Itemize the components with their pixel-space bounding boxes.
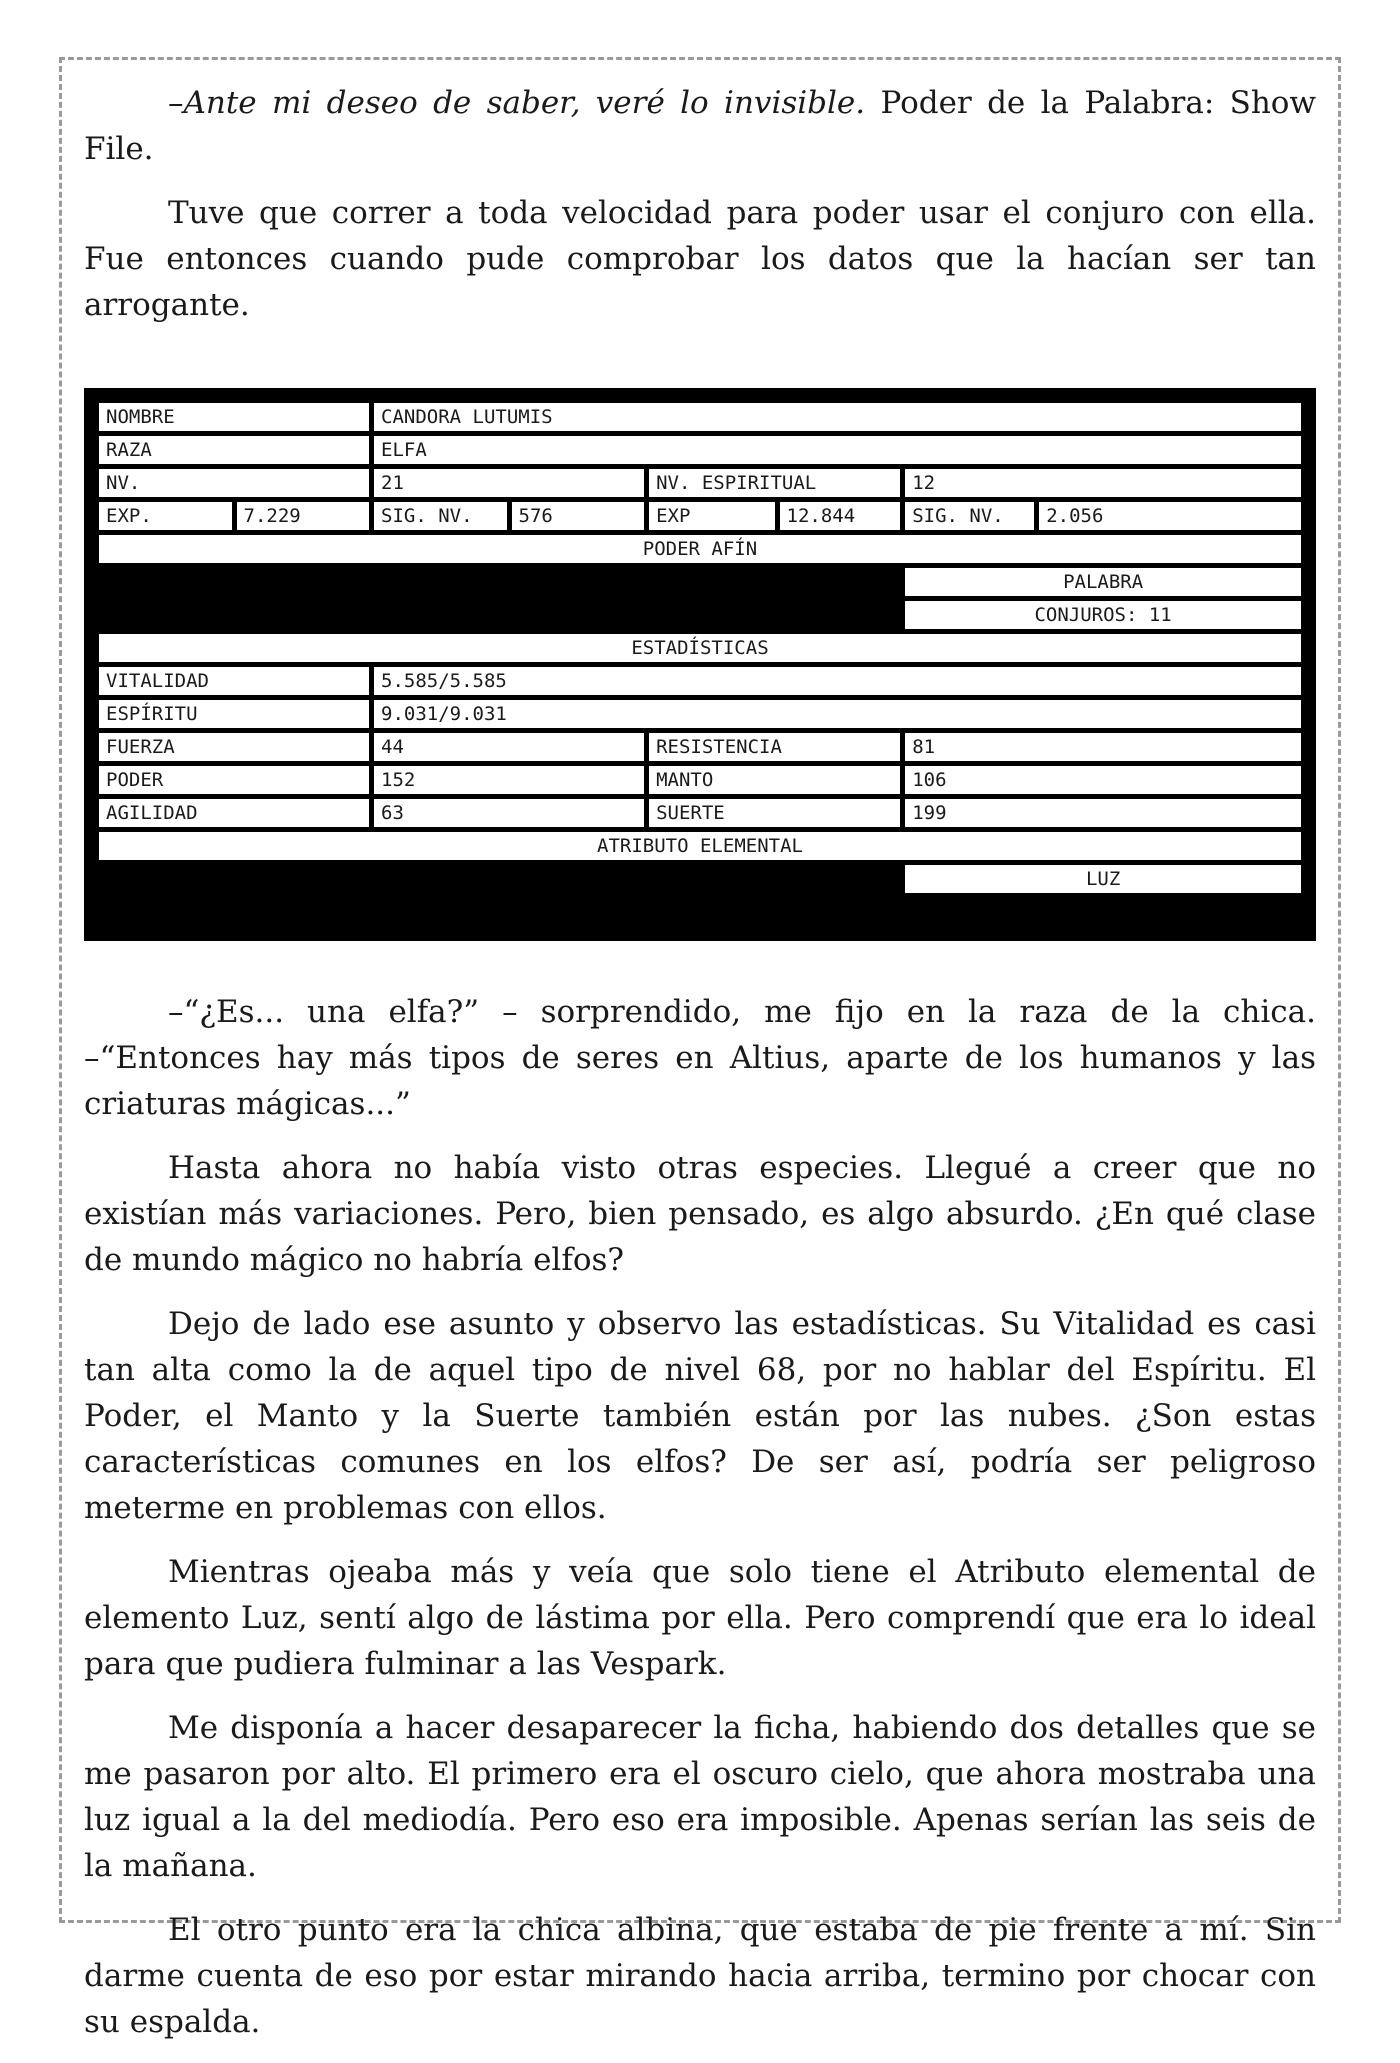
- row-poder: [98, 765, 1302, 795]
- row-poder-2: [98, 600, 1302, 630]
- agilidad-value: 63: [373, 798, 645, 828]
- conjuros-value: CONJUROS: 11: [904, 600, 1302, 630]
- atributo-elemental-header: ATRIBUTO ELEMENTAL: [98, 831, 1302, 861]
- redacted-cell: [98, 600, 508, 630]
- row-raza: [98, 435, 1302, 465]
- fuerza-value: 44: [373, 732, 645, 762]
- row-atributo: [98, 831, 1302, 861]
- redacted-cell: [511, 567, 902, 597]
- redacted-cell: [98, 567, 508, 597]
- resistencia-value: 81: [904, 732, 1302, 762]
- paragraph-4: Hasta ahora no había visto otras especies. Llegué a creer que no existían más variaciones. Pero, bien pensado, es algo absurdo. ¿En qué clase de mundo mágico no habría elfos?: [84, 1150, 1316, 1278]
- raza-label: RAZA: [98, 435, 370, 465]
- palabra-value: PALABRA: [904, 567, 1302, 597]
- row-atributo-2: [98, 897, 1302, 927]
- sig-nv-espiritual-label: SIG. NV.: [904, 501, 1035, 531]
- nv-label: NV.: [98, 468, 370, 498]
- exp-espiritual-value: 12.844: [779, 501, 902, 531]
- row-nombre: [98, 402, 1302, 432]
- agilidad-label: AGILIDAD: [98, 798, 370, 828]
- sig-nv-value: 576: [511, 501, 646, 531]
- paragraph-6: Mientras ojeaba más y veía que solo tiene el Atributo elemental de elemento Luz, sentí algo de lástima por ella. Pero comprendí que era lo ideal para que pudiera fulminar a las Vespark.: [84, 1554, 1316, 1682]
- row-poder-1: [98, 567, 1302, 597]
- redacted-cell: [511, 600, 902, 630]
- raza-value: ELFA: [373, 435, 1302, 465]
- nombre-value: CANDORA LUTUMIS: [373, 402, 1302, 432]
- paragraph-5: Dejo de lado ese asunto y observo las estadísticas. Su Vitalidad es casi tan alta como la de aquel tipo de nivel 68, por no hablar del Espíritu. El Poder, el Manto y la Suerte también están por las nubes. ¿Son estas características comunes en los elfos? De ser así, podría ser peligroso meterme en problemas con ellos.: [84, 1306, 1316, 1526]
- espiritu-value: 9.031/9.031: [373, 699, 1302, 729]
- paragraph-8: El otro punto era la chica albina, que estaba de pie frente a mí. Sin darme cuenta de eso por estar mirando hacia arriba, termino por chocar con su espalda.: [84, 1912, 1316, 2040]
- exp-value: 7.229: [236, 501, 371, 531]
- nv-espiritual-label: NV. ESPIRITUAL: [648, 468, 901, 498]
- redacted-cell: [904, 897, 1302, 927]
- redacted-cell: [98, 897, 508, 927]
- sig-nv-espiritual-value: 2.056: [1038, 501, 1302, 531]
- row-poder-afin: [98, 534, 1302, 564]
- character-sheet: [84, 388, 1316, 941]
- paragraph-2: Tuve que correr a toda velocidad para poder usar el conjuro con ella. Fue entonces cuando pude comprobar los datos que la hacían ser tan arrogante.: [84, 195, 1316, 323]
- suerte-value: 199: [904, 798, 1302, 828]
- exp-espiritual-label: EXP: [648, 501, 775, 531]
- paragraph-7: Me disponía a hacer desaparecer la ficha, habiendo dos detalles que se me pasaron por alto. El primero era el oscuro cielo, que ahora mostraba una luz igual a la del mediodía. Pero eso era imposible. Apenas serían las seis de la mañana.: [84, 1710, 1316, 1884]
- redacted-cell: [98, 864, 508, 894]
- resistencia-label: RESISTENCIA: [648, 732, 901, 762]
- nv-value: 21: [373, 468, 645, 498]
- manto-label: MANTO: [648, 765, 901, 795]
- nombre-label: NOMBRE: [98, 402, 370, 432]
- espiritu-label: ESPÍRITU: [98, 699, 370, 729]
- document-page: [84, 80, 1316, 2063]
- row-espiritu: [98, 699, 1302, 729]
- redacted-cell: [511, 897, 902, 927]
- estadisticas-header: ESTADÍSTICAS: [98, 633, 1302, 663]
- poder-afin-header: PODER AFÍN: [98, 534, 1302, 564]
- spell-incantation: –Ante mi deseo de saber, veré lo invisible.: [168, 85, 866, 121]
- row-atributo-1: [98, 864, 1302, 894]
- row-fuerza: [98, 732, 1302, 762]
- sig-nv-label: SIG. NV.: [373, 501, 508, 531]
- exp-label: EXP.: [98, 501, 233, 531]
- fuerza-label: FUERZA: [98, 732, 370, 762]
- poder-label: PODER: [98, 765, 370, 795]
- character-sheet-table: [95, 399, 1305, 930]
- vitalidad-value: 5.585/5.585: [373, 666, 1302, 696]
- manto-value: 106: [904, 765, 1302, 795]
- vitalidad-label: VITALIDAD: [98, 666, 370, 696]
- poder-value: 152: [373, 765, 645, 795]
- nv-espiritual-value: 12: [904, 468, 1302, 498]
- row-agilidad: [98, 798, 1302, 828]
- paragraph-1: [84, 80, 1316, 172]
- luz-value: LUZ: [904, 864, 1302, 894]
- row-nivel: [98, 468, 1302, 498]
- row-experiencia: [98, 501, 1302, 531]
- redacted-cell: [511, 864, 902, 894]
- spell-name: Poder de la Palabra: Show File.: [84, 85, 1317, 167]
- paragraph-3: –“¿Es... una elfa?” – sorprendido, me fijo en la raza de la chica. –“Entonces hay más tipos de seres en Altius, aparte de los humanos y las criaturas mágicas...”: [84, 994, 1316, 1122]
- row-estadisticas: [98, 633, 1302, 663]
- row-vitalidad: [98, 666, 1302, 696]
- suerte-label: SUERTE: [648, 798, 901, 828]
